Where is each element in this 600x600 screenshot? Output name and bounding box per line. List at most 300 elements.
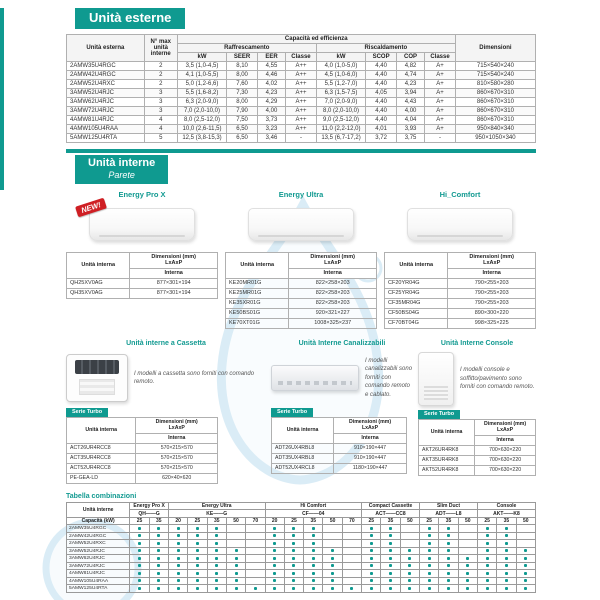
compatibility-dot-icon: [447, 587, 450, 590]
left-accent-bar: [0, 8, 4, 190]
table-cell: 2AMW52U4RXC: [67, 80, 145, 89]
compatibility-dot-icon: [292, 572, 295, 575]
table-cell: 7,50: [227, 116, 258, 125]
compatibility-dot-icon: [505, 564, 508, 567]
empty-cell: [342, 570, 361, 578]
section-description: I modelli a cassetta sono forniti con comando remoto.: [134, 370, 255, 385]
compatibility-dot-cell: [149, 532, 168, 540]
compatibility-dot-icon: [292, 534, 295, 537]
table-cell: ACT26UR4RCC8: [67, 443, 136, 453]
compatibility-dot-cell: [265, 570, 284, 578]
table-row: [419, 455, 536, 465]
empty-cell: [400, 540, 419, 548]
table-row: [67, 80, 536, 89]
table-cell: A++: [286, 62, 317, 71]
combo-group-code: AKT——K8: [477, 510, 535, 518]
col-subheader-internal: Interna: [130, 268, 218, 278]
col-subheader: kW: [177, 53, 226, 62]
compatibility-dot-icon: [524, 572, 527, 575]
table-cell: 790×255×203: [448, 278, 536, 288]
table-cell: A+: [425, 107, 456, 116]
table-cell: 950×840×340: [455, 125, 535, 134]
series-badge: Serie Turbo: [418, 410, 460, 419]
table-row: [67, 443, 218, 453]
table-cell: 715×540×240: [455, 62, 535, 71]
table-cell: A++: [286, 116, 317, 125]
compatibility-dot-icon: [273, 534, 276, 537]
table-cell: A++: [286, 107, 317, 116]
compatibility-dot-cell: [149, 570, 168, 578]
empty-cell: [323, 525, 342, 533]
combo-capacity-header: 25: [362, 517, 381, 525]
combo-group-name: Compact Cassette: [362, 502, 420, 510]
product-title: Energy Pro X: [118, 189, 166, 199]
wall-unit-section-hi-comfort: [384, 190, 536, 329]
table-row: [67, 107, 536, 116]
table-row: [272, 463, 407, 473]
table-cell: 4,01: [366, 125, 397, 134]
console-unit-image: [418, 352, 454, 406]
table-cell: 8,00: [227, 98, 258, 107]
table-cell: 13,5 (6,7-17,2): [316, 134, 365, 143]
compatibility-dot-icon: [428, 527, 431, 530]
compatibility-dot-cell: [284, 540, 303, 548]
table-row: [272, 453, 407, 463]
table-cell: 822×258×203: [289, 288, 377, 298]
compatibility-dot-icon: [157, 534, 160, 537]
compatibility-dot-cell: [323, 570, 342, 578]
compatibility-dot-icon: [177, 557, 180, 560]
table-cell: 790×255×203: [448, 298, 536, 308]
col-header-internal-unit: Unità interna: [67, 252, 130, 278]
compatibility-dot-icon: [273, 572, 276, 575]
empty-cell: [323, 540, 342, 548]
compatibility-dot-icon: [524, 549, 527, 552]
compatibility-dot-icon: [235, 572, 238, 575]
compatibility-dot-cell: [439, 562, 458, 570]
compatibility-dot-icon: [505, 587, 508, 590]
combo-capacity-header: 20: [265, 517, 284, 525]
compatibility-dot-icon: [312, 579, 315, 582]
table-cell: 8,10: [227, 62, 258, 71]
console-section: [418, 340, 536, 484]
compatibility-dot-icon: [428, 587, 431, 590]
col-subheader: SCOP: [366, 53, 397, 62]
col-header-dimensions: Dimensioni (mm) LxAxP: [334, 417, 407, 433]
compatibility-dot-icon: [138, 549, 141, 552]
col-subheader: Classe: [286, 53, 317, 62]
compatibility-dot-icon: [447, 579, 450, 582]
compatibility-dot-icon: [389, 534, 392, 537]
col-group-heating: Riscaldamento: [316, 44, 455, 53]
table-cell: 6,50: [227, 125, 258, 134]
section-title: Unità Interne Canalizzabili: [298, 339, 386, 347]
compatibility-dot-icon: [505, 542, 508, 545]
combo-capacity-header: 35: [439, 517, 458, 525]
compatibility-dot-cell: [477, 555, 496, 563]
table-cell: A+: [425, 89, 456, 98]
col-subheader-internal: Interna: [334, 433, 407, 443]
table-cell: 6,50: [227, 134, 258, 143]
table-cell: AKT26UR4RK8: [419, 445, 475, 455]
empty-cell: [516, 532, 535, 540]
compatibility-dot-cell: [168, 525, 187, 533]
combination-model: 2AMW52U4RXC: [67, 540, 130, 548]
compatibility-dot-cell: [439, 555, 458, 563]
table-cell: 1008×325×237: [289, 318, 377, 328]
compatibility-dot-icon: [370, 587, 373, 590]
table-row: [226, 308, 377, 318]
table-cell: 4,23: [257, 89, 285, 98]
compatibility-dot-icon: [157, 527, 160, 530]
compatibility-dot-cell: [381, 562, 400, 570]
compatibility-dot-icon: [312, 542, 315, 545]
compatibility-dot-icon: [157, 557, 160, 560]
table-row: [419, 465, 536, 475]
compatibility-dot-icon: [331, 549, 334, 552]
compatibility-dot-icon: [408, 564, 411, 567]
table-cell: CF35MR04G: [385, 298, 448, 308]
table-cell: 8,00: [227, 71, 258, 80]
compatibility-dot-icon: [196, 579, 199, 582]
compatibility-dot-cell: [207, 555, 226, 563]
compatibility-dot-cell: [362, 570, 381, 578]
section-description: I modelli console e soffitto/pavimento sono forniti con comando remoto.: [460, 367, 535, 391]
table-cell: 3,93: [396, 125, 424, 134]
compatibility-dot-cell: [497, 562, 516, 570]
compatibility-dot-icon: [389, 549, 392, 552]
table-cell: 700×630×220: [475, 465, 536, 475]
compatibility-dot-icon: [196, 572, 199, 575]
combination-model: 4AMW81U4RJC: [67, 570, 130, 578]
table-cell: 3,73: [257, 116, 285, 125]
compatibility-dot-cell: [207, 562, 226, 570]
table-cell: 8,0 (2,5-12,0): [177, 116, 226, 125]
compatibility-dot-cell: [420, 525, 439, 533]
compatibility-dot-cell: [439, 547, 458, 555]
table-cell: 3,94: [396, 89, 424, 98]
ducted-section: [271, 340, 413, 484]
compatibility-dot-cell: [130, 585, 149, 593]
compatibility-dot-cell: [458, 585, 477, 593]
col-header-external-unit: Unità esterna: [67, 35, 145, 62]
dimensions-table: [271, 417, 407, 474]
combo-capacity-header: 50: [458, 517, 477, 525]
table-row: [226, 318, 377, 328]
combination-row: [67, 547, 536, 555]
table-cell: KE70XT01G: [226, 318, 289, 328]
compatibility-dot-icon: [350, 587, 353, 590]
combo-group-name: Energy Pro X: [130, 502, 169, 510]
compatibility-dot-cell: [497, 570, 516, 578]
compatibility-dot-icon: [428, 564, 431, 567]
compatibility-dot-icon: [196, 587, 199, 590]
compatibility-dot-cell: [188, 540, 207, 548]
compatibility-dot-icon: [292, 587, 295, 590]
table-cell: 7,0 (2,0-9,0): [316, 98, 365, 107]
compatibility-dot-cell: [381, 577, 400, 585]
compatibility-dot-icon: [215, 572, 218, 575]
compatibility-dot-icon: [447, 527, 450, 530]
compatibility-dot-icon: [292, 549, 295, 552]
table-cell: KE25MR01G: [226, 288, 289, 298]
table-cell: 4,40: [366, 98, 397, 107]
compatibility-dot-icon: [312, 549, 315, 552]
compatibility-dot-cell: [381, 547, 400, 555]
series-badge: Serie Turbo: [66, 408, 108, 417]
empty-cell: [246, 555, 265, 563]
compatibility-dot-cell: [304, 555, 323, 563]
compatibility-dot-cell: [323, 555, 342, 563]
table-cell: 4: [144, 116, 177, 125]
compatibility-dot-cell: [188, 547, 207, 555]
compatibility-dot-cell: [226, 577, 245, 585]
compatibility-dot-icon: [466, 557, 469, 560]
combination-row: [67, 585, 536, 593]
compatibility-dot-icon: [486, 564, 489, 567]
compatibility-dot-icon: [428, 572, 431, 575]
compatibility-dot-cell: [516, 577, 535, 585]
table-row: [385, 318, 536, 328]
compatibility-dot-cell: [149, 555, 168, 563]
compatibility-dot-icon: [408, 587, 411, 590]
empty-cell: [246, 570, 265, 578]
compatibility-dot-cell: [381, 570, 400, 578]
table-cell: 4,40: [366, 116, 397, 125]
table-cell: A+: [425, 116, 456, 125]
table-cell: PE-GEA-LD: [67, 473, 136, 483]
section-external-title: Unità esterne: [75, 8, 185, 29]
compatibility-dot-icon: [389, 587, 392, 590]
compatibility-dot-cell: [130, 577, 149, 585]
table-row: [67, 134, 536, 143]
col-subheader-internal: Interna: [475, 435, 536, 445]
compatibility-dot-icon: [408, 572, 411, 575]
compatibility-dot-cell: [130, 555, 149, 563]
combination-table-title: Tabella combinazioni: [66, 492, 137, 500]
table-cell: 4,04: [396, 116, 424, 125]
table-row: [67, 98, 536, 107]
compatibility-dot-cell: [477, 532, 496, 540]
table-cell: CF25YR04G: [385, 288, 448, 298]
compatibility-dot-cell: [516, 562, 535, 570]
compatibility-dot-icon: [447, 564, 450, 567]
compatibility-dot-icon: [466, 572, 469, 575]
table-cell: KE35XR01G: [226, 298, 289, 308]
table-cell: 2AMW42U4RGC: [67, 71, 145, 80]
compatibility-dot-cell: [439, 525, 458, 533]
compatibility-dot-cell: [284, 585, 303, 593]
table-cell: 4,00: [257, 107, 285, 116]
compatibility-dot-icon: [312, 527, 315, 530]
new-badge: NEW!: [75, 198, 107, 218]
col-group-cooling: Raffrescamento: [177, 44, 316, 53]
combo-group-name: Hi Comfort: [265, 502, 362, 510]
compatibility-dot-icon: [235, 564, 238, 567]
compatibility-dot-cell: [458, 577, 477, 585]
table-row: [67, 463, 218, 473]
combo-capacity-header: 25: [420, 517, 439, 525]
special-units-row: [66, 340, 536, 484]
compatibility-dot-icon: [215, 564, 218, 567]
compatibility-dot-icon: [312, 564, 315, 567]
compatibility-dot-icon: [524, 579, 527, 582]
combo-group-code: ACT——CC8: [362, 510, 420, 518]
compatibility-dot-icon: [235, 587, 238, 590]
table-cell: 4,55: [257, 62, 285, 71]
compatibility-dot-cell: [168, 570, 187, 578]
table-cell: A++: [286, 80, 317, 89]
table-row: [67, 473, 218, 483]
compatibility-dot-cell: [149, 525, 168, 533]
compatibility-dot-cell: [497, 525, 516, 533]
empty-cell: [226, 525, 245, 533]
table-cell: A++: [286, 125, 317, 134]
empty-cell: [342, 532, 361, 540]
table-cell: AKT52UR4RK8: [419, 465, 475, 475]
external-units-table: [66, 34, 536, 143]
compatibility-dot-cell: [207, 532, 226, 540]
empty-cell: [342, 577, 361, 585]
compatibility-dot-icon: [196, 557, 199, 560]
compatibility-dot-cell: [477, 585, 496, 593]
empty-cell: [323, 532, 342, 540]
table-row: [226, 278, 377, 288]
col-header-internal-units: Unità interne: [67, 502, 130, 517]
compatibility-dot-cell: [516, 585, 535, 593]
wall-unit-section-energy-ultra: [225, 190, 377, 329]
table-cell: 4,05: [366, 89, 397, 98]
compatibility-dot-cell: [477, 570, 496, 578]
compatibility-dot-cell: [516, 547, 535, 555]
dimensions-table: [66, 417, 218, 484]
series-badge: Serie Turbo: [271, 408, 313, 417]
table-row: [419, 445, 536, 455]
empty-cell: [226, 532, 245, 540]
compatibility-dot-icon: [486, 542, 489, 545]
compatibility-dot-cell: [304, 562, 323, 570]
col-header-internal-unit: Unità interna: [67, 417, 136, 443]
compatibility-dot-icon: [486, 549, 489, 552]
col-group-capacity: Capacità ed efficienza: [177, 35, 455, 44]
cassette-unit-image: [66, 354, 128, 402]
compatibility-dot-cell: [439, 540, 458, 548]
compatibility-dot-icon: [157, 572, 160, 575]
compatibility-dot-cell: [284, 555, 303, 563]
table-cell: 6,3 (1,5-7,5): [316, 89, 365, 98]
compatibility-dot-icon: [505, 579, 508, 582]
compatibility-dot-icon: [428, 534, 431, 537]
col-header-dimensions: Dimensioni (mm) LxAxP: [136, 417, 218, 433]
compatibility-dot-icon: [292, 542, 295, 545]
compatibility-dot-icon: [486, 534, 489, 537]
combination-model: 3AMW62U4RJC: [67, 555, 130, 563]
compatibility-dot-icon: [428, 549, 431, 552]
table-cell: 6,3 (2,0-9,0): [177, 98, 226, 107]
combo-capacity-header: 35: [497, 517, 516, 525]
compatibility-dot-icon: [486, 527, 489, 530]
table-cell: 4,0 (1,0-5,0): [316, 62, 365, 71]
wall-units-row: [66, 190, 536, 329]
table-cell: 3: [144, 107, 177, 116]
compatibility-dot-icon: [370, 534, 373, 537]
table-cell: 10,0 (2,6-11,5): [177, 125, 226, 134]
section-internal-title: Unità interne: [88, 157, 156, 169]
compatibility-dot-icon: [466, 587, 469, 590]
combo-capacity-header: 70: [342, 517, 361, 525]
combo-capacity-header: 50: [323, 517, 342, 525]
compatibility-dot-cell: [304, 540, 323, 548]
table-cell: 1180×190×447: [334, 463, 407, 473]
compatibility-dot-cell: [381, 555, 400, 563]
compatibility-dot-icon: [177, 527, 180, 530]
compatibility-dot-icon: [292, 564, 295, 567]
table-cell: A+: [425, 62, 456, 71]
compatibility-dot-icon: [177, 542, 180, 545]
compatibility-dot-icon: [389, 579, 392, 582]
col-header-dimensions: Dimensioni (mm) LxAxP: [130, 252, 218, 268]
table-cell: 4,02: [257, 80, 285, 89]
compatibility-dot-cell: [265, 540, 284, 548]
catalog-page: [66, 8, 536, 593]
table-cell: 3,46: [257, 134, 285, 143]
dimensions-table: [66, 252, 218, 299]
cassette-section: [66, 340, 266, 484]
compatibility-dot-icon: [331, 587, 334, 590]
table-cell: ADT26UX4RBL8: [272, 443, 334, 453]
compatibility-dot-icon: [177, 549, 180, 552]
compatibility-dot-icon: [447, 549, 450, 552]
compatibility-dot-icon: [389, 564, 392, 567]
compatibility-dot-cell: [323, 577, 342, 585]
compatibility-dot-cell: [516, 555, 535, 563]
combination-row: [67, 577, 536, 585]
compatibility-dot-cell: [342, 585, 361, 593]
compatibility-dot-cell: [458, 555, 477, 563]
table-cell: 877×301×194: [130, 288, 218, 298]
compatibility-dot-cell: [168, 547, 187, 555]
compatibility-dot-cell: [226, 562, 245, 570]
section-divider: [66, 149, 536, 153]
compatibility-dot-icon: [273, 564, 276, 567]
empty-cell: [342, 525, 361, 533]
table-cell: 7,30: [227, 89, 258, 98]
compatibility-dot-icon: [466, 564, 469, 567]
table-cell: A++: [286, 89, 317, 98]
compatibility-dot-icon: [138, 527, 141, 530]
section-description: I modelli canalizzabili sono forniti con comando remoto e cablato.: [365, 358, 413, 398]
table-cell: 5,5 (1,6-8,2): [177, 89, 226, 98]
compatibility-dot-cell: [265, 577, 284, 585]
table-cell: ACT35UR4RCC8: [67, 453, 136, 463]
table-cell: ADT35UX4RBL8: [272, 453, 334, 463]
compatibility-dot-cell: [400, 585, 419, 593]
compatibility-dot-cell: [130, 570, 149, 578]
compatibility-dot-cell: [226, 555, 245, 563]
empty-cell: [246, 532, 265, 540]
compatibility-dot-cell: [188, 555, 207, 563]
compatibility-dot-icon: [331, 579, 334, 582]
table-cell: 4,23: [396, 80, 424, 89]
compatibility-dot-cell: [188, 570, 207, 578]
table-row: [226, 288, 377, 298]
combo-group-code: CF——04: [265, 510, 362, 518]
compatibility-dot-cell: [207, 525, 226, 533]
table-row: [67, 288, 218, 298]
table-cell: CF50BS04G: [385, 308, 448, 318]
combination-row: [67, 540, 536, 548]
dimensions-table: [418, 419, 536, 476]
